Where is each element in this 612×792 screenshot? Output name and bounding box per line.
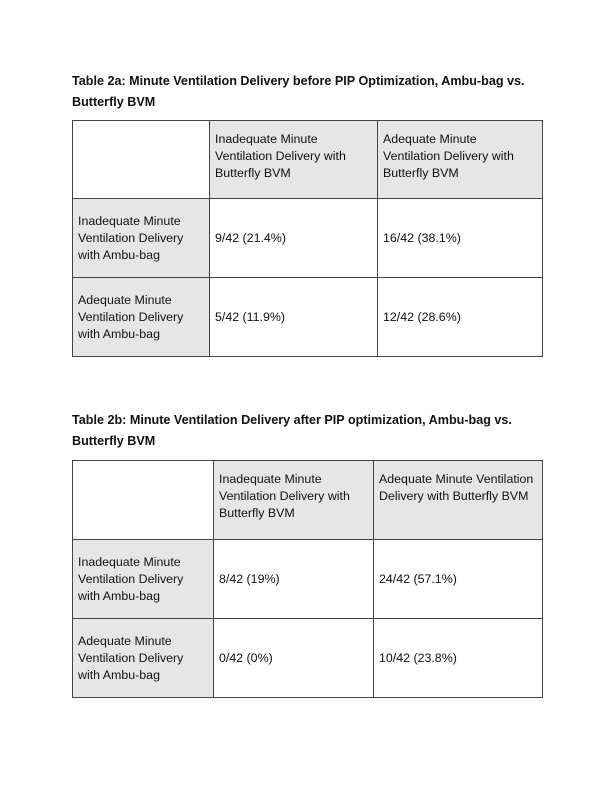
table-cell: 8/42 (19%) (214, 540, 374, 619)
table-2b-corner-cell (73, 461, 214, 540)
table-2b-row-header: Adequate Minute Ventilation Delivery with Ambu-bag (73, 619, 214, 698)
table-row (73, 619, 543, 698)
table-cell: 12/42 (28.6%) (378, 278, 543, 357)
table-2a-caption-block (72, 71, 542, 113)
table-cell: 0/42 (0%) (214, 619, 374, 698)
table-2b-header-row (73, 461, 543, 540)
table-2a (72, 120, 543, 357)
table-row (73, 199, 543, 278)
table-2a-caption: Table 2a: Minute Ventilation Delivery before PIP Optimization, Ambu-bag vs. Butterfly BVM (72, 74, 525, 109)
table-2a-row-header: Adequate Minute Ventilation Delivery with Ambu-bag (73, 278, 210, 357)
table-2b-caption: Table 2b: Minute Ventilation Delivery after PIP optimization, Ambu-bag vs. Butterfly BVM (72, 413, 512, 448)
table-2a-col-header: Adequate Minute Ventilation Delivery with Butterfly BVM (378, 121, 543, 199)
table-cell: 10/42 (23.8%) (374, 619, 543, 698)
table-2b-col-header: Adequate Minute Ventilation Delivery with Butterfly BVM (374, 461, 543, 540)
table-2a-row-header: Inadequate Minute Ventilation Delivery with Ambu-bag (73, 199, 210, 278)
table-row (73, 278, 543, 357)
table-2a-col-header: Inadequate Minute Ventilation Delivery with Butterfly BVM (210, 121, 378, 199)
table-2a-header-row (73, 121, 543, 199)
table-cell: 9/42 (21.4%) (210, 199, 378, 278)
table-2b (72, 460, 543, 698)
table-2a-corner-cell (73, 121, 210, 199)
table-cell: 16/42 (38.1%) (378, 199, 543, 278)
table-2b-caption-block (72, 410, 542, 452)
table-2b-col-header: Inadequate Minute Ventilation Delivery with Butterfly BVM (214, 461, 374, 540)
table-2b-row-header: Inadequate Minute Ventilation Delivery with Ambu-bag (73, 540, 214, 619)
table-cell: 5/42 (11.9%) (210, 278, 378, 357)
table-cell: 24/42 (57.1%) (374, 540, 543, 619)
table-row (73, 540, 543, 619)
